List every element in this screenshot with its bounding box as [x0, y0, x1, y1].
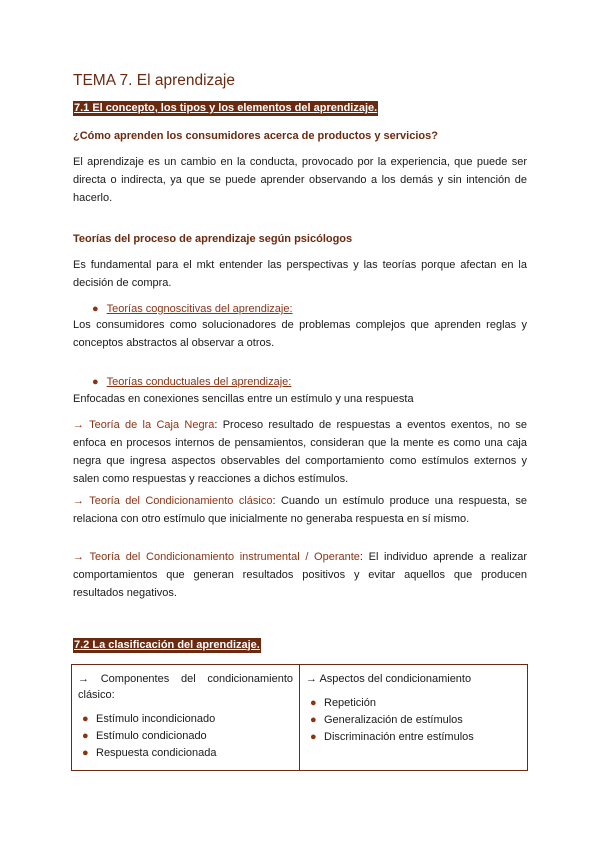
blackbox-text: : Proceso resultado de respuestas a eventos exentos, no se enfoca en procesos internos de pensamientos, consideran que la mente es como una caja negra que ingresa aspectos observables del comportamiento como estímulos externos y salen como respuestas y reacciones a dichos estímulos. [73, 419, 527, 485]
classification-table [71, 664, 528, 771]
list-item-label: Respuesta condicionada [96, 747, 217, 759]
behavioral-paragraph: Enfocadas en conexiones sencillas entre un estímulo y una respuesta [73, 393, 414, 405]
classical-text: : Cuando un estímulo produce una respuesta, se relaciona con otro estímulo que inicialmente no generaba respuesta en sí mismo. [73, 495, 527, 525]
page-title: TEMA 7. El aprendizaje [73, 72, 235, 89]
definition-paragraph: El aprendizaje es un cambio en la conducta, provocado por la experiencia, que puede ser directa o indirecta, ya que se puede aprender observando a los demás y sin intención de hacerlo. [73, 156, 527, 204]
classical-paragraph [73, 492, 527, 528]
section-heading-7-2: 7.2 La clasificación del aprendizaje. [74, 639, 260, 651]
list-item-label: Estímulo incondicionado [96, 713, 216, 725]
blackbox-paragraph [73, 416, 527, 488]
bullet-icon: ● [82, 730, 89, 742]
bullet-icon: ● [82, 713, 89, 725]
list-item-label: Estímulo condicionado [96, 730, 207, 742]
list-item [82, 711, 293, 727]
bullet-icon: ● [310, 714, 317, 726]
list-item [310, 729, 521, 745]
blackbox-label: → Teoría de la Caja Negra [73, 419, 215, 431]
behavioral-theories-link[interactable]: Teorías conductuales del aprendizaje: [106, 376, 292, 388]
aspects-list [306, 695, 521, 745]
list-item [82, 745, 293, 761]
cognitive-theories-link[interactable]: Teorías cognoscitivas del aprendizaje: [106, 303, 293, 315]
components-cell [72, 665, 300, 771]
cognitive-bullet [92, 301, 293, 317]
behavioral-bullet [92, 374, 291, 390]
list-item [310, 695, 521, 711]
operant-paragraph [73, 548, 527, 602]
guiding-question: ¿Cómo aprenden los consumidores acerca de productos y servicios? [73, 130, 438, 142]
components-header-line1: → Componentes del condicionamiento [78, 673, 293, 685]
theories-subheading: Teorías del proceso de aprendizaje según psicólogos [73, 233, 353, 245]
list-item [82, 728, 293, 744]
components-header-line2: clásico: [78, 689, 115, 701]
list-item [310, 712, 521, 728]
operant-text: : El individuo aprende a realizar comportamientos que generan resultados positivos y evitar aquellos que producen resultados negativos. [73, 551, 528, 599]
bullet-icon: ● [92, 303, 99, 315]
section-heading-7-1: 7.1 El concepto, los tipos y los elementos del aprendizaje. [74, 102, 378, 114]
aspects-header: → Aspectos del condicionamiento [306, 673, 472, 685]
cognitive-paragraph: Los consumidores como solucionadores de problemas complejos que aprenden reglas y conceptos abstractos al observar a otros. [73, 319, 527, 349]
theories-intro-paragraph: Es fundamental para el mkt entender las perspectivas y las teorías porque afectan en la decisión de compra. [73, 259, 527, 289]
list-item-label: Generalización de estímulos [324, 714, 463, 726]
bullet-icon: ● [310, 697, 317, 709]
bullet-icon: ● [82, 747, 89, 759]
aspects-cell [300, 665, 528, 771]
components-list [78, 711, 293, 761]
operant-label: → Teoría del Condicionamiento instrumental / Operante [73, 551, 360, 563]
list-item-label: Discriminación entre estímulos [324, 731, 474, 743]
list-item-label: Repetición [324, 697, 376, 709]
classical-label: → Teoría del Condicionamiento clásico [73, 495, 273, 507]
bullet-icon: ● [92, 376, 99, 388]
bullet-icon: ● [310, 731, 317, 743]
table-row [72, 665, 528, 771]
